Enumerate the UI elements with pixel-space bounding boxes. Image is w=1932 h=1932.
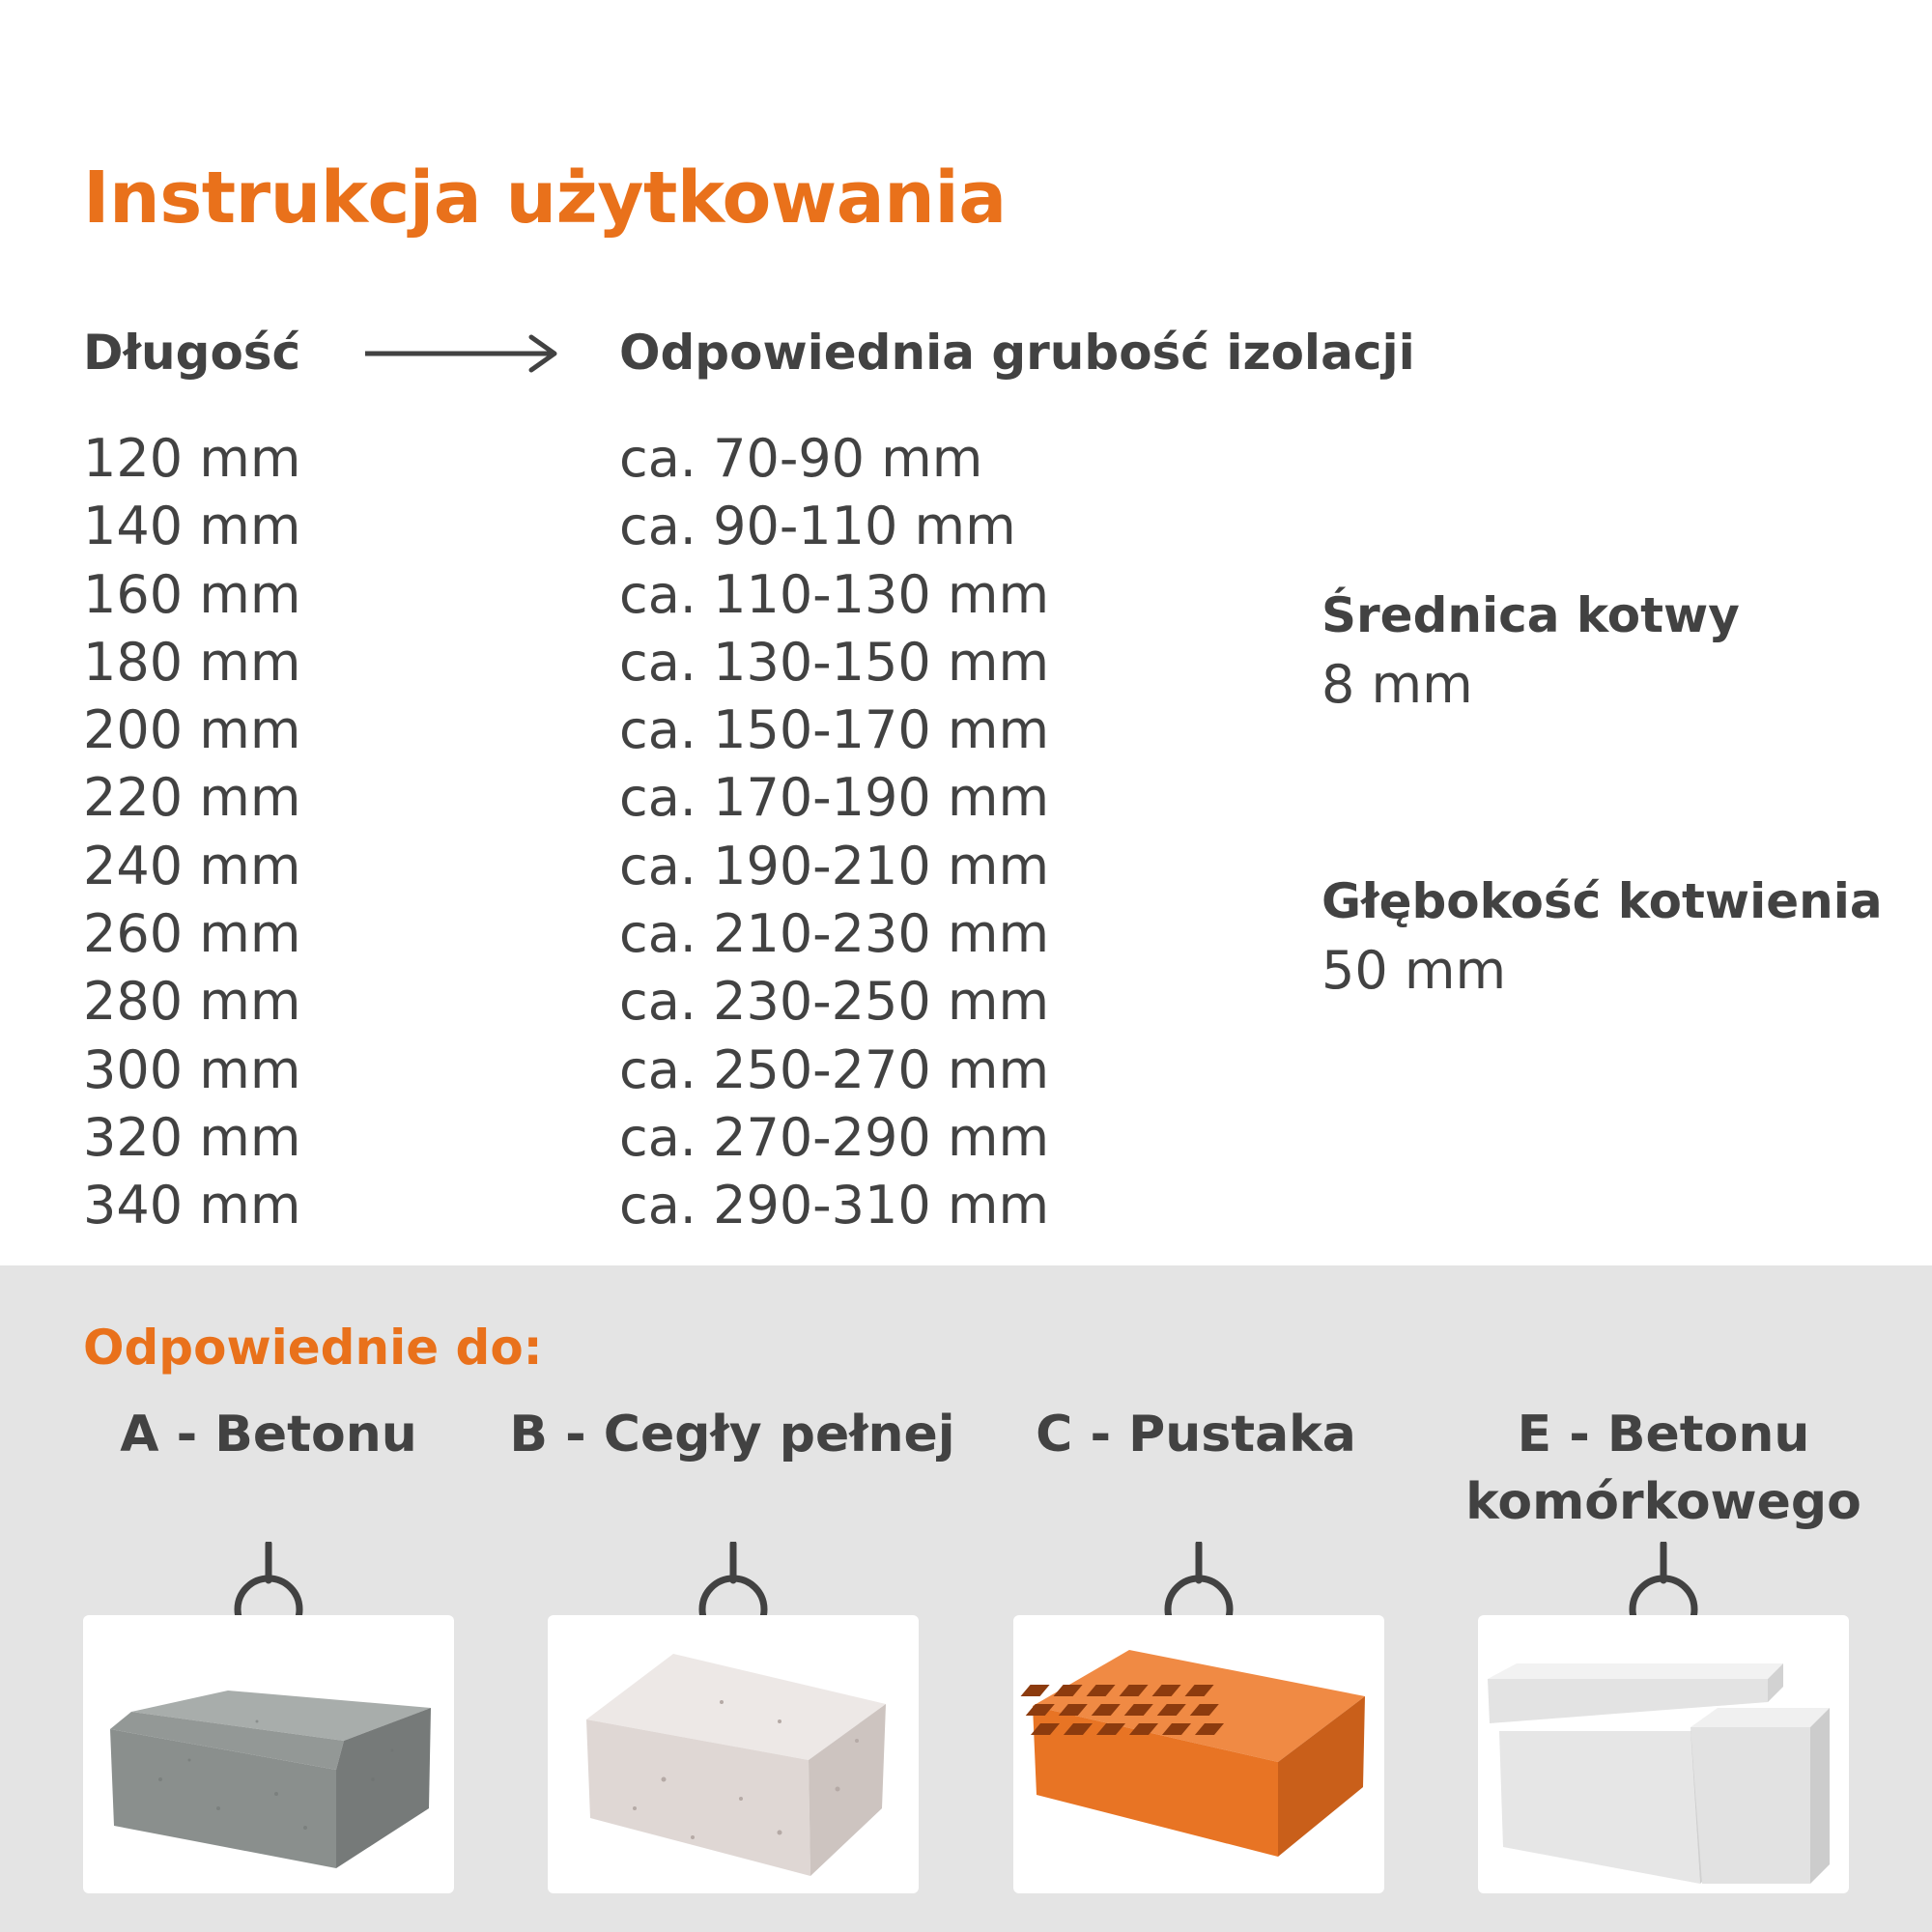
insulation-value: ca. 90-110 mm	[619, 496, 1016, 557]
length-value: 300 mm	[83, 1038, 301, 1100]
length-value: 180 mm	[83, 631, 301, 693]
length-value: 240 mm	[83, 835, 301, 896]
aerated-concrete-image	[1478, 1615, 1849, 1893]
material-label-a: A - Betonu	[120, 1406, 417, 1463]
insulation-value: ca. 150-170 mm	[619, 699, 1050, 761]
insulation-value: ca. 170-190 mm	[619, 767, 1050, 829]
insulation-value: ca. 230-250 mm	[619, 971, 1050, 1033]
anchor-diameter-value: 8 mm	[1321, 654, 1473, 715]
length-value: 340 mm	[83, 1175, 301, 1236]
page-title: Instrukcja użytkowania	[83, 156, 1007, 240]
insulation-header: Odpowiednia grubość izolacji	[619, 325, 1415, 381]
length-value: 280 mm	[83, 971, 301, 1033]
length-value: 120 mm	[83, 428, 301, 489]
length-value: 160 mm	[83, 563, 301, 625]
material-label-c: C - Pustaka	[1036, 1406, 1356, 1463]
length-header: Długość	[83, 325, 301, 381]
insulation-value: ca. 70-90 mm	[619, 428, 983, 489]
insulation-value: ca. 110-130 mm	[619, 563, 1050, 625]
length-value: 220 mm	[83, 767, 301, 829]
solid-brick-image	[548, 1615, 919, 1893]
length-value: 200 mm	[83, 699, 301, 761]
insulation-value: ca. 210-230 mm	[619, 903, 1050, 965]
anchor-depth-label: Głębokość kotwienia	[1321, 873, 1883, 929]
insulation-list	[619, 425, 1049, 1240]
length-value: 320 mm	[83, 1106, 301, 1168]
anchor-diameter-label: Średnica kotwy	[1321, 587, 1740, 643]
insulation-value: ca. 190-210 mm	[619, 835, 1050, 896]
concrete-block-image	[83, 1615, 454, 1893]
length-value: 140 mm	[83, 496, 301, 557]
material-label-e: E - Betonu komórkowego	[1465, 1406, 1861, 1531]
insulation-value: ca. 130-150 mm	[619, 631, 1050, 693]
arrow-right-icon	[365, 334, 560, 373]
insulation-value: ca. 270-290 mm	[619, 1106, 1050, 1168]
insulation-value: ca. 250-270 mm	[619, 1038, 1050, 1100]
suitable-title: Odpowiednie do:	[83, 1320, 543, 1376]
length-value: 260 mm	[83, 903, 301, 965]
material-label-b: B - Cegły pełnej	[509, 1406, 955, 1463]
anchor-depth-value: 50 mm	[1321, 940, 1507, 1001]
insulation-value: ca. 290-310 mm	[619, 1175, 1050, 1236]
hollow-brick-image	[1013, 1615, 1384, 1893]
length-list	[83, 425, 300, 1240]
